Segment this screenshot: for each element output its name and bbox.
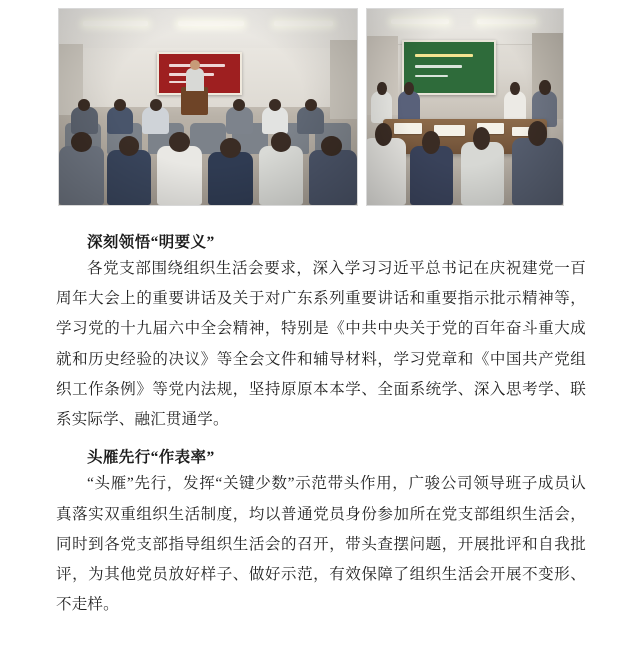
- article-body: [0, 206, 642, 620]
- section-heading-1: 深刻领悟“明要义”: [87, 234, 215, 251]
- section-heading-2: 头雁先行“作表率”: [87, 449, 215, 467]
- photo-strip: [0, 0, 642, 206]
- meeting-room-photo: [366, 8, 564, 206]
- photo-vignette: [367, 9, 563, 205]
- photo-vignette: [59, 9, 357, 205]
- conference-hall-photo: [58, 8, 358, 206]
- section-paragraph-2: “头雁”先行，发挥“关键少数”示范带头作用，广骏公司领导班子成员认真落实双重组织生活制度，均以普通党员身份参加所在党支部组织生活会，同时到各党支部指导组织生活会的召开，带头查摆问题，开展批评和自我批评，为其他党员放好样子、做好示范，有效保障了组织生活会开展不变形、不走样。: [56, 475, 586, 614]
- section-paragraph-1: 各党支部围绕组织生活会要求，深入学习习近平总书记在庆祝建党一百周年大会上的重要讲话及关于对广东系列重要讲话和重要指示批示精神等，学习党的十九届六中全会精神，特别是《中共中央关于党的百年奋斗重大成就和历史经验的决议》等全会文件和辅导材料，学习党章和《中国共产党组织工作条例》等党内法规，坚持原原本本学、全面系统学、深入思考学、联系实际学、融汇贯通学。: [56, 260, 586, 429]
